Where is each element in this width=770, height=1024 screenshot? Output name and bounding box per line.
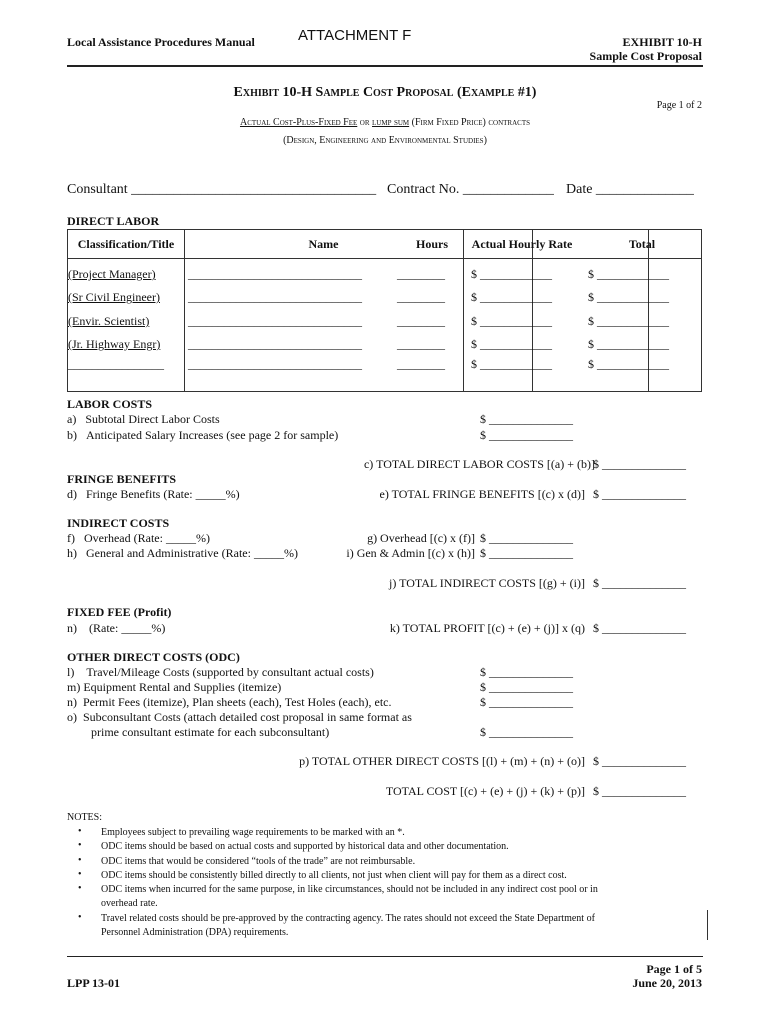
total-odc-label: p) TOTAL OTHER DIRECT COSTS [(l) + (m) + (n) + (o)] [299, 754, 585, 768]
note-item: Employees subject to prevailing wage requirements to be marked with an *. [101, 827, 405, 838]
note-item: ODC items should be based on actual costs and supported by historical data and other documentation. [101, 841, 509, 852]
bullet-icon: • [78, 840, 82, 851]
salary-increases-value[interactable]: $ ______________ [480, 428, 573, 442]
odc-subconsultant: o) Subconsultant Costs (attach detailed cost proposal in same format as [67, 710, 412, 724]
note-item: Travel related costs should be pre-approved by the contracting agency. The rates should not exceed the State Department of [101, 913, 595, 924]
total-indirect-label: j) TOTAL INDIRECT COSTS [(g) + (i)] [388, 576, 585, 590]
fixed-fee-heading: FIXED FEE (Profit) [67, 605, 172, 619]
col-name: Name [308, 237, 339, 251]
row-rate-field[interactable]: $ ____________ [471, 337, 552, 351]
col-total: Total [628, 237, 656, 251]
contract-type-line [0, 117, 770, 128]
total-direct-labor-value[interactable]: $ ______________ [593, 457, 686, 471]
row-total-field[interactable]: $ ____________ [588, 267, 669, 281]
row-total-field[interactable]: $ ____________ [588, 314, 669, 328]
row-name-field[interactable]: _____________________________ [188, 290, 362, 304]
footer-page-number: Page 1 of 5 [646, 962, 702, 976]
row-name-field[interactable]: _____________________________ [188, 267, 362, 281]
attachment-label: ATTACHMENT F [298, 27, 412, 44]
overhead-value[interactable]: $ ______________ [480, 531, 573, 545]
row-total-field[interactable]: $ ____________ [588, 357, 669, 371]
odc-subconsultant-value[interactable]: $ ______________ [480, 725, 573, 739]
odc-permit-value[interactable]: $ ______________ [480, 695, 573, 709]
consultant-field[interactable]: Consultant ___________________________________ [67, 182, 377, 197]
footer-date: June 20, 2013 [632, 976, 702, 990]
row-name-field[interactable]: _____________________________ [188, 314, 362, 328]
row-rate-field[interactable]: $ ____________ [471, 290, 552, 304]
direct-labor-table [67, 229, 702, 392]
row-rate-field[interactable]: $ ____________ [471, 267, 552, 281]
total-fringe-value[interactable]: $ ______________ [593, 487, 686, 501]
subtotal-direct-labor: a) Subtotal Direct Labor Costs [67, 412, 220, 426]
profit-rate[interactable]: n) (Rate: _____%) [67, 621, 166, 635]
contract-type-or: or [357, 117, 373, 128]
row-name-field[interactable]: _____________________________ [188, 357, 362, 371]
exhibit-subtitle: Sample Cost Proposal [589, 49, 702, 63]
exhibit-label: EXHIBIT 10-H [622, 35, 702, 49]
header-rule [67, 65, 703, 67]
total-profit-value[interactable]: $ ______________ [593, 621, 686, 635]
odc-equipment-value[interactable]: $ ______________ [480, 680, 573, 694]
bullet-icon: • [78, 826, 82, 837]
overhead-calc-label: g) Overhead [(c) x (f)] [367, 531, 475, 545]
odc-travel: l) Travel/Mileage Costs (supported by consultant actual costs) [67, 665, 374, 679]
total-indirect-value[interactable]: $ ______________ [593, 576, 686, 590]
bullet-icon: • [78, 869, 82, 880]
ga-calc-label: i) Gen & Admin [(c) x (h)] [346, 546, 475, 560]
total-cost-value[interactable]: $ ______________ [593, 784, 686, 798]
col-classification: Classification/Title [77, 237, 175, 251]
total-odc-value[interactable]: $ ______________ [593, 754, 686, 768]
title-page-number: Page 1 of 2 [656, 100, 702, 111]
table-divider [463, 230, 464, 391]
indirect-costs-heading: INDIRECT COSTS [67, 516, 170, 530]
bullet-icon: • [78, 855, 82, 866]
note-item: ODC items that would be considered “tools of the trade” are not reimbursable. [101, 856, 416, 867]
row-name-field[interactable]: _____________________________ [188, 337, 362, 351]
note-item: ODC items should be consistently billed directly to all clients, not just when client will pay for them as a direct cost. [101, 870, 567, 881]
bullet-icon: • [78, 883, 82, 894]
contract-number-field[interactable]: Contract No. _____________ [387, 182, 554, 197]
margin-mark [707, 910, 708, 940]
row-title[interactable]: (Envir. Scientist) [68, 314, 150, 328]
contract-type-b: lump sum [372, 117, 410, 128]
contract-type-c: (Firm Fixed Price) contracts [409, 117, 530, 128]
ga-value[interactable]: $ ______________ [480, 546, 573, 560]
bullet-icon: • [78, 912, 82, 923]
notes-heading: NOTES: [67, 812, 102, 823]
row-hours-field[interactable]: ________ [397, 337, 445, 351]
table-divider [184, 230, 185, 391]
odc-travel-value[interactable]: $ ______________ [480, 665, 573, 679]
row-hours-field[interactable]: ________ [397, 267, 445, 281]
fringe-benefits-rate[interactable]: d) Fringe Benefits (Rate: _____%) [67, 487, 240, 501]
labor-costs-heading: LABOR COSTS [67, 397, 153, 411]
odc-subconsultant-cont: prime consultant estimate for each subconsultant) [91, 725, 330, 739]
row-hours-field[interactable]: ________ [397, 314, 445, 328]
table-header-rule [68, 258, 701, 259]
footer-rule [67, 956, 703, 957]
date-field[interactable]: Date ______________ [566, 182, 694, 197]
manual-title: Local Assistance Procedures Manual [67, 35, 255, 49]
col-hours: Hours [415, 237, 448, 251]
subtotal-direct-labor-value[interactable]: $ ______________ [480, 412, 573, 426]
odc-permit-fees: n) Permit Fees (itemize), Plan sheets (each), Test Holes (each), etc. [67, 695, 392, 709]
note-item-cont: overhead rate. [101, 898, 158, 909]
odc-heading: OTHER DIRECT COSTS (ODC) [67, 650, 240, 664]
overhead-rate[interactable]: f) Overhead (Rate: _____%) [67, 531, 210, 545]
note-item-cont: Personnel Administration (DPA) requirements. [101, 927, 289, 938]
direct-labor-heading: DIRECT LABOR [67, 214, 160, 228]
fringe-benefits-heading: FRINGE BENEFITS [67, 472, 177, 486]
row-total-field[interactable]: $ ____________ [588, 290, 669, 304]
col-hourly-rate: Actual Hourly Rate [471, 237, 573, 251]
total-cost-label: TOTAL COST [(c) + (e) + (j) + (k) + (p)] [385, 784, 585, 798]
contract-type-a: Actual Cost-Plus-Fixed Fee [239, 117, 358, 128]
total-profit-label: k) TOTAL PROFIT [(c) + (e) + (j)] x (q) [389, 621, 585, 635]
page-title: Exhibit 10-H Sample Cost Proposal (Example #1) [233, 85, 537, 100]
row-hours-field[interactable]: ________ [397, 357, 445, 371]
row-title[interactable]: ________________ [68, 357, 164, 371]
footer-lpp: LPP 13-01 [67, 976, 120, 990]
total-direct-labor-label: c) TOTAL DIRECT LABOR COSTS [(a) + (b)] [363, 457, 595, 471]
row-total-field[interactable]: $ ____________ [588, 337, 669, 351]
row-rate-field[interactable]: $ ____________ [471, 314, 552, 328]
total-fringe-label: e) TOTAL FRINGE BENEFITS [(c) x (d)] [379, 487, 585, 501]
row-rate-field[interactable]: $ ____________ [471, 357, 552, 371]
row-title[interactable]: (Jr. Highway Engr) [68, 337, 161, 351]
row-hours-field[interactable]: ________ [397, 290, 445, 304]
row-title[interactable]: (Project Manager) [68, 267, 156, 281]
salary-increases: b) Anticipated Salary Increases (see page 2 for sample) [67, 428, 339, 442]
note-item: ODC items when incurred for the same purpose, in like circumstances, should not be included in any indirect cost pool or in [101, 884, 598, 895]
row-title[interactable]: (Sr Civil Engineer) [68, 290, 160, 304]
ga-rate[interactable]: h) General and Administrative (Rate: _____%) [67, 546, 298, 560]
study-type-line: (Design, Engineering and Environmental Studies) [283, 135, 487, 146]
odc-equipment: m) Equipment Rental and Supplies (itemize) [67, 680, 282, 694]
